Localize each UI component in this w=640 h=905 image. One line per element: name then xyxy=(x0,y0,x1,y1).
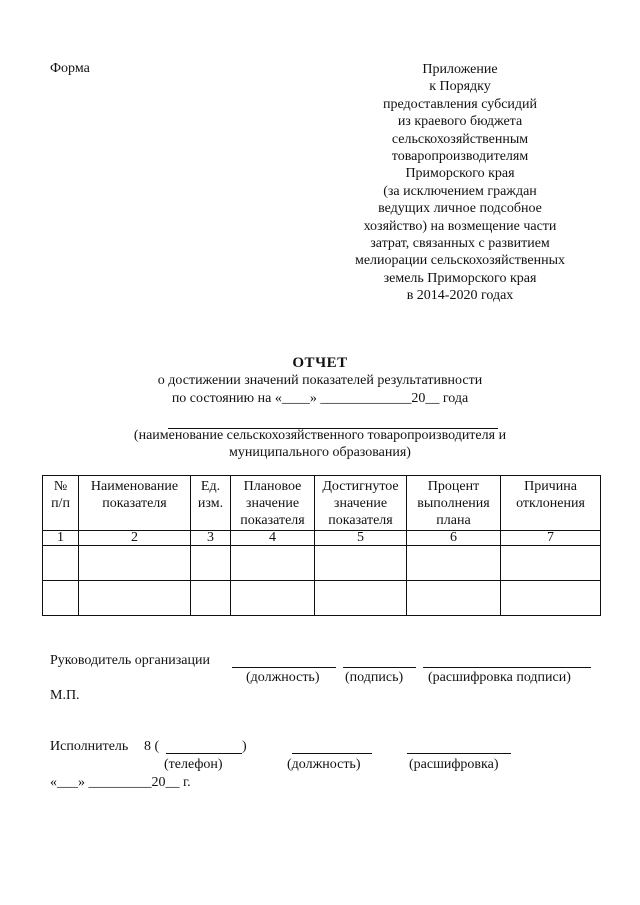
appendix-line: затрат, связанных с развитием xyxy=(370,236,550,252)
signature-fill-line[interactable] xyxy=(343,653,416,668)
report-title: ОТЧЕТ xyxy=(292,355,348,371)
table-cell[interactable] xyxy=(191,581,231,616)
table-cell[interactable] xyxy=(315,581,407,616)
table-cell[interactable] xyxy=(501,581,601,616)
table-cell[interactable] xyxy=(407,546,501,581)
column-number: 4 xyxy=(231,531,315,546)
header-planned-value: Плановое значение показателя xyxy=(231,476,315,531)
phone-fill-line[interactable] xyxy=(166,739,242,754)
executor-date: «___» _________20__ г. xyxy=(50,775,191,790)
stamp-label: М.П. xyxy=(50,688,80,703)
executor-label: Исполнитель xyxy=(50,739,129,754)
executor-position-fill-line[interactable] xyxy=(292,739,372,754)
appendix-line: земель Приморского края xyxy=(383,270,537,286)
head-label: Руководитель организации xyxy=(50,653,210,668)
phone-prefix: 8 ( xyxy=(144,739,160,754)
position-fill-line[interactable] xyxy=(232,653,336,668)
decoding-caption: (расшифровка подписи) xyxy=(428,670,571,685)
column-number: 5 xyxy=(315,531,407,546)
header-number: № п/п xyxy=(43,476,79,531)
executor-decoding-fill-line[interactable] xyxy=(407,739,511,754)
phone-caption: (телефон) xyxy=(164,757,223,772)
name-caption-line2: муниципального образования) xyxy=(229,445,411,460)
appendix-line: товаропроизводителям xyxy=(391,149,529,165)
table-cell[interactable] xyxy=(191,546,231,581)
table-cell[interactable] xyxy=(79,581,191,616)
appendix-line: хозяйство) на возмещение части xyxy=(363,218,557,234)
appendix-line: из краевого бюджета xyxy=(397,114,523,130)
appendix-line: сельскохозяйственным xyxy=(391,131,529,147)
form-label: Форма xyxy=(50,61,90,76)
appendix-line: к Порядку xyxy=(429,79,491,95)
table-number-row xyxy=(43,531,601,546)
report-subtitle: о достижении значений показателей результативности xyxy=(157,373,483,388)
report-as-of-date: по состоянию на «____» _____________20__ года xyxy=(171,391,469,406)
header-achieved-value: Достигнутое значение показателя xyxy=(315,476,407,531)
appendix-line: в 2014-2020 годах xyxy=(406,288,514,304)
column-number: 2 xyxy=(79,531,191,546)
column-number: 6 xyxy=(407,531,501,546)
appendix-header xyxy=(330,61,590,305)
table-row xyxy=(43,581,601,616)
header-completion-percent: Процент выполнения плана xyxy=(407,476,501,531)
appendix-line: Приложение xyxy=(422,62,498,77)
appendix-line: ведущих личное подсобное xyxy=(378,201,542,217)
table-cell[interactable] xyxy=(231,546,315,581)
column-number: 3 xyxy=(191,531,231,546)
position-caption: (должность) xyxy=(246,670,320,685)
table-cell[interactable] xyxy=(79,546,191,581)
header-indicator-name: Наименование показателя xyxy=(79,476,191,531)
appendix-line: мелиорации сельскохозяйственных xyxy=(354,253,566,269)
appendix-line: (за исключением граждан xyxy=(383,183,537,199)
header-unit: Ед. изм. xyxy=(191,476,231,531)
table-cell[interactable] xyxy=(43,546,79,581)
signature-caption: (подпись) xyxy=(345,670,404,685)
decoding-fill-line[interactable] xyxy=(423,653,591,668)
table-header-row xyxy=(43,476,601,531)
indicators-table xyxy=(42,475,601,616)
table-cell[interactable] xyxy=(407,581,501,616)
name-caption-line1: (наименование сельскохозяйственного товаропроизводителя и xyxy=(133,428,507,443)
column-number: 1 xyxy=(43,531,79,546)
phone-suffix: ) xyxy=(242,739,247,754)
header-deviation-reason: Причина отклонения xyxy=(501,476,601,531)
executor-position-caption: (должность) xyxy=(287,757,361,772)
table-cell[interactable] xyxy=(315,546,407,581)
table-cell[interactable] xyxy=(231,581,315,616)
column-number: 7 xyxy=(501,531,601,546)
table-row xyxy=(43,546,601,581)
appendix-line: предоставления субсидий xyxy=(382,96,538,112)
table-cell[interactable] xyxy=(501,546,601,581)
appendix-line: Приморского края xyxy=(405,166,515,182)
executor-decoding-caption: (расшифровка) xyxy=(409,757,499,772)
table-cell[interactable] xyxy=(43,581,79,616)
